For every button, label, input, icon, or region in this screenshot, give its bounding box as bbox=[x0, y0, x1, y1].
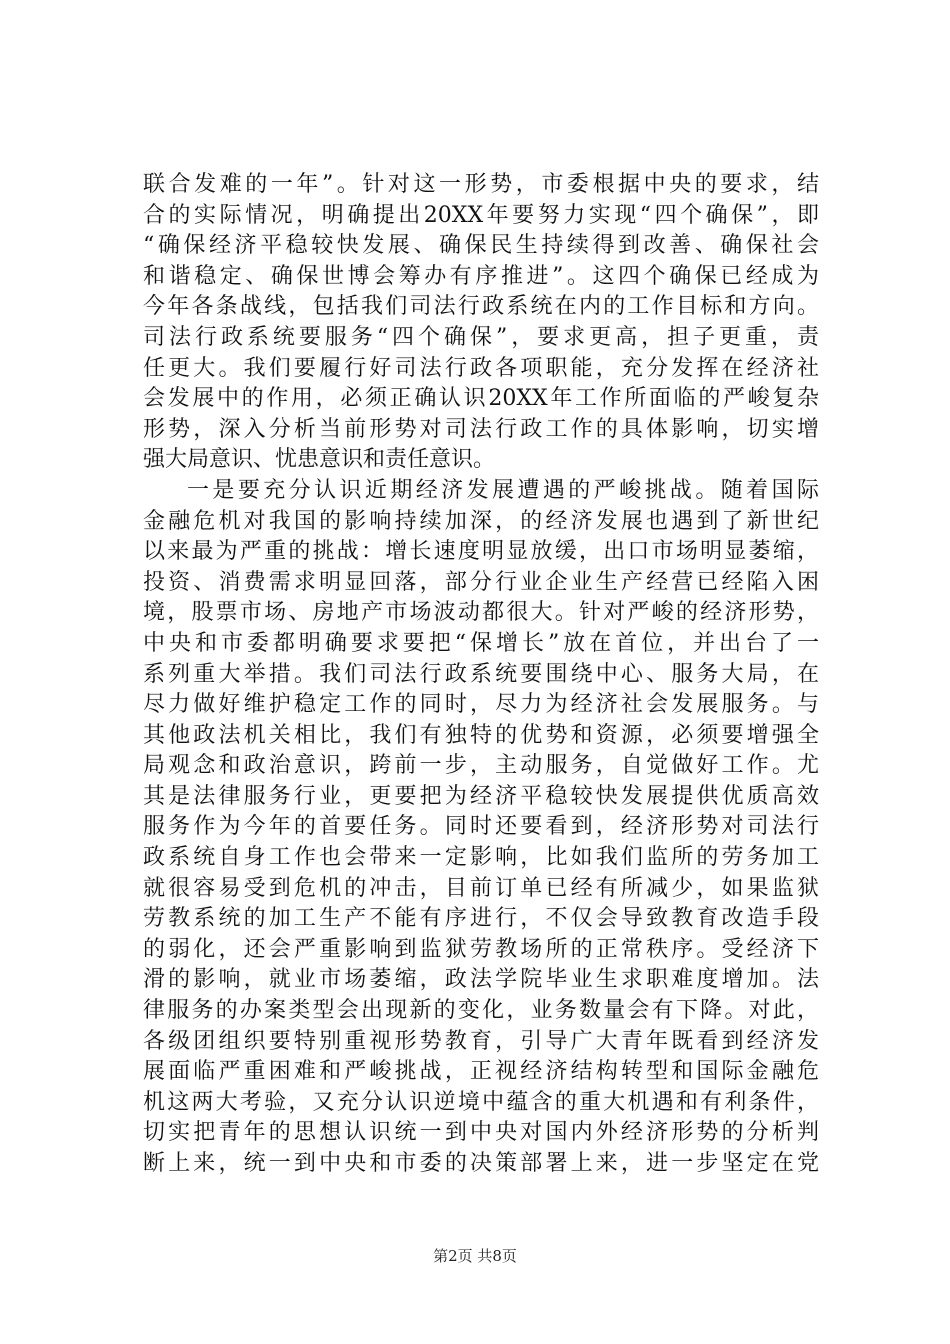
text-line: 其是法律服务行业，更要把为经济平稳较快发展提供优质高效 bbox=[143, 783, 819, 809]
page-footer: 第2页 共8页 bbox=[433, 1247, 517, 1265]
text-line: 各级团组织要特别重视形势教育，引导广大青年既看到经济发 bbox=[143, 1028, 819, 1054]
text-line: 和谐稳定、确保世博会筹办有序推进”。这四个确保已经成为 bbox=[143, 263, 819, 289]
text-line: 境，股票市场、房地产市场波动都很大。针对严峻的经济形势， bbox=[143, 600, 819, 626]
text-line: 政系统自身工作也会带来一定影响，比如我们监所的劳务加工 bbox=[143, 845, 819, 871]
text-line: “确保经济平稳较快发展、确保民生持续得到改善、确保社会 bbox=[143, 233, 819, 259]
text-line: 合的实际情况，明确提出20XX年要努力实现“四个确保”，即 bbox=[143, 202, 819, 228]
text-line: 局观念和政治意识，跨前一步，主动服务，自觉做好工作。尤 bbox=[143, 753, 819, 779]
text-line: 投资、消费需求明显回落，部分行业企业生产经营已经陷入困 bbox=[143, 569, 819, 595]
text-line: 滑的影响，就业市场萎缩，政法学院毕业生求职难度增加。法 bbox=[143, 967, 819, 993]
text-line: 律服务的办案类型会出现新的变化，业务数量会有下降。对此， bbox=[143, 998, 819, 1024]
text-line: 强大局意识、忧患意识和责任意识。 bbox=[143, 447, 496, 473]
text-line: 就很容易受到危机的冲击，目前订单已经有所减少，如果监狱 bbox=[143, 875, 819, 901]
text-line: 尽力做好维护稳定工作的同时，尽力为经济社会发展服务。与 bbox=[143, 692, 819, 718]
text-line: 今年各条战线，包括我们司法行政系统在内的工作目标和方向。 bbox=[143, 294, 819, 320]
text-line: 的弱化，还会严重影响到监狱劳教场所的正常秩序。受经济下 bbox=[143, 936, 819, 962]
text-line: 会发展中的作用，必须正确认识20XX年工作所面临的严峻复杂 bbox=[143, 386, 819, 412]
text-line: 系列重大举措。我们司法行政系统要围绕中心、服务大局，在 bbox=[143, 661, 819, 687]
body-text bbox=[143, 170, 819, 1180]
text-line: 司法行政系统要服务“四个确保”，要求更高，担子更重，责 bbox=[143, 324, 819, 350]
text-line: 劳教系统的加工生产不能有序进行，不仅会导致教育改造手段 bbox=[143, 906, 819, 932]
text-line: 展面临严重困难和严峻挑战，正视经济结构转型和国际金融危 bbox=[143, 1059, 819, 1085]
text-line: 任更大。我们要履行好司法行政各项职能，充分发挥在经济社 bbox=[143, 355, 819, 381]
text-line: 服务作为今年的首要任务。同时还要看到，经济形势对司法行 bbox=[143, 814, 819, 840]
text-line: 机这两大考验，又充分认识逆境中蕴含的重大机遇和有利条件， bbox=[143, 1089, 819, 1115]
text-line: 其他政法机关相比，我们有独特的优势和资源，必须要增强全 bbox=[143, 722, 819, 748]
text-line: 中央和市委都明确要求要把“保增长”放在首位，并出台了一 bbox=[143, 630, 819, 656]
text-line: 断上来，统一到中央和市委的决策部署上来，进一步坚定在党 bbox=[143, 1151, 819, 1176]
text-line: 联合发难的一年”。针对这一形势，市委根据中央的要求，结 bbox=[143, 172, 819, 197]
text-line: 一是要充分认识近期经济发展遭遇的严峻挑战。随着国际 bbox=[187, 477, 819, 503]
text-line: 切实把青年的思想认识统一到中央对国内外经济形势的分析判 bbox=[143, 1120, 819, 1146]
text-line: 金融危机对我国的影响持续加深，的经济发展也遇到了新世纪 bbox=[143, 508, 819, 534]
text-line: 形势，深入分析当前形势对司法行政工作的具体影响，切实增 bbox=[143, 416, 819, 442]
text-line: 以来最为严重的挑战：增长速度明显放缓，出口市场明显萎缩， bbox=[143, 539, 819, 565]
